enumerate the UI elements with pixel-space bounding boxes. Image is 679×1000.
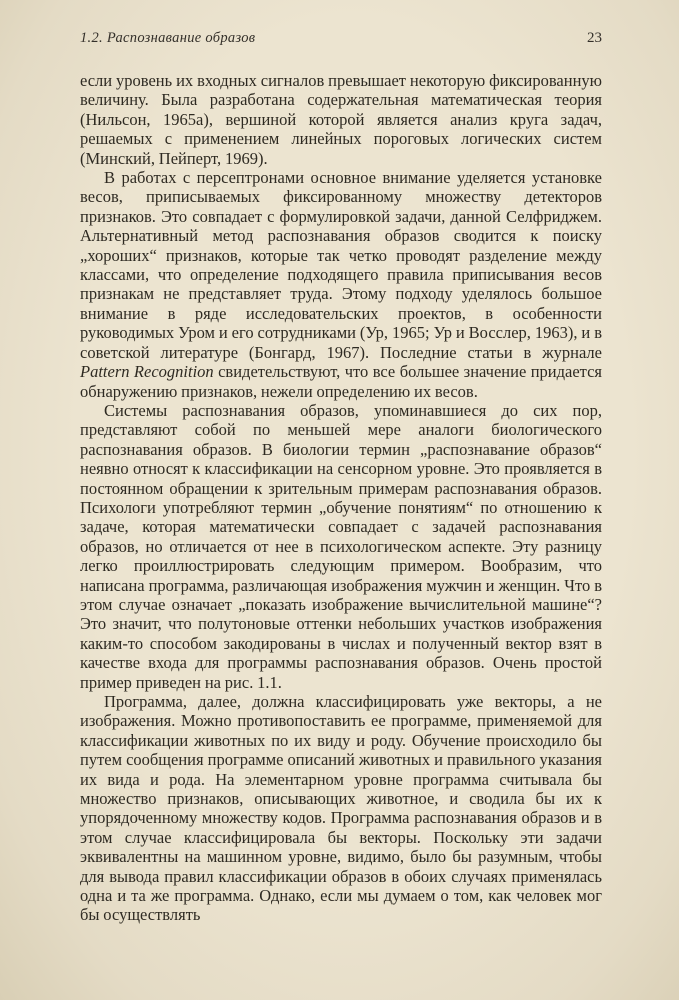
paragraph-text-before: В работах с персептронами основное внимание уделяется установке весов, приписываемых фиксированному множеству детекторов признаков. Это совпадает с формулировкой задачи, данной Селфриджем. Альтернативный метод распознавания образов сводится к поиску „хороших“ признаков, которые так четко проводят разделение между классами, что определение подходящего правила приписывания весов признакам не представляет труда. Этому подходу уделялось большое внимание в ряде исследовательских проектов, в особенности руководимых Уром и его сотрудниками (Ур, 1965; Ур и Восслер, 1963), и в советской литературе (Бонгард, 1967). Последние статьи в журнале: [80, 168, 602, 362]
section-heading: 1.2. Распознавание образов: [80, 30, 256, 46]
paragraph-text-after: свидетельствуют, что все большее значение придается обнаружению признаков, нежели определению их весов.: [80, 362, 603, 401]
running-head: [80, 30, 602, 47]
page-body: [80, 71, 602, 925]
paragraph-continuation: если уровень их входных сигналов превышает некоторую фиксированную величину. Была разработана содержательная математическая теория (Нильсон, 1965а), вершиной которой является анализ круга задач, решаемых с применением линейных пороговых логических систем (Минский, Пейперт, 1969).: [80, 71, 602, 168]
journal-title: Pattern Recognition: [80, 362, 214, 382]
paragraph-pattern-systems: Системы распознавания образов, упоминавшиеся до сих пор, представляют собой по меньшей мере аналоги биологического распознавания образов. В биологии термин „распознавание образов“ неявно относят к классификации на сенсорном уровне. Это проявляется в постоянном обращении к зрительным примерам распознавания образов. Психологи употребляют термин „обучение понятиям“ по отношению к задаче, которая математически совпадает с задачей распознавания образов, но отличается от нее в психологическом аспекте. Эту разницу легко проиллюстрировать следующим примером. Вообразим, что написана программа, различающая изображения мужчин и женщин. Что в этом случае означает „показать изображение вычислительной машине“? Это значит, что полутоновые оттенки небольших участков изображения каким-то способом закодированы в числах и полученный вектор взят в качестве входа для программы распознавания образов. Очень простой пример приведен на рис. 1.1.: [80, 400, 602, 692]
page-number: 23: [587, 30, 602, 46]
paragraph-program-vectors: Программа, далее, должна классифицировать уже векторы, а не изображения. Можно противопоставить ее программе, применяемой для классификации животных по их виду и роду. Обучение происходило бы путем сообщения программе описаний животных и правильного указания их вида и рода. На элементарном уровне программа считывала бы множество признаков, описывающих животное, и сводила бы их к упорядоченному множеству кодов. Программа распознавания образов и в этом случае классифицировала бы векторы. Поскольку эти задачи эквивалентны на машинном уровне, видимо, было бы разумным, чтобы для вывода правил классификации образов в обоих случаях применялась одна и та же программа. Однако, если мы думаем о том, как человек мог бы осуществлять: [80, 692, 602, 925]
paragraph-perceptrons: [80, 168, 602, 401]
